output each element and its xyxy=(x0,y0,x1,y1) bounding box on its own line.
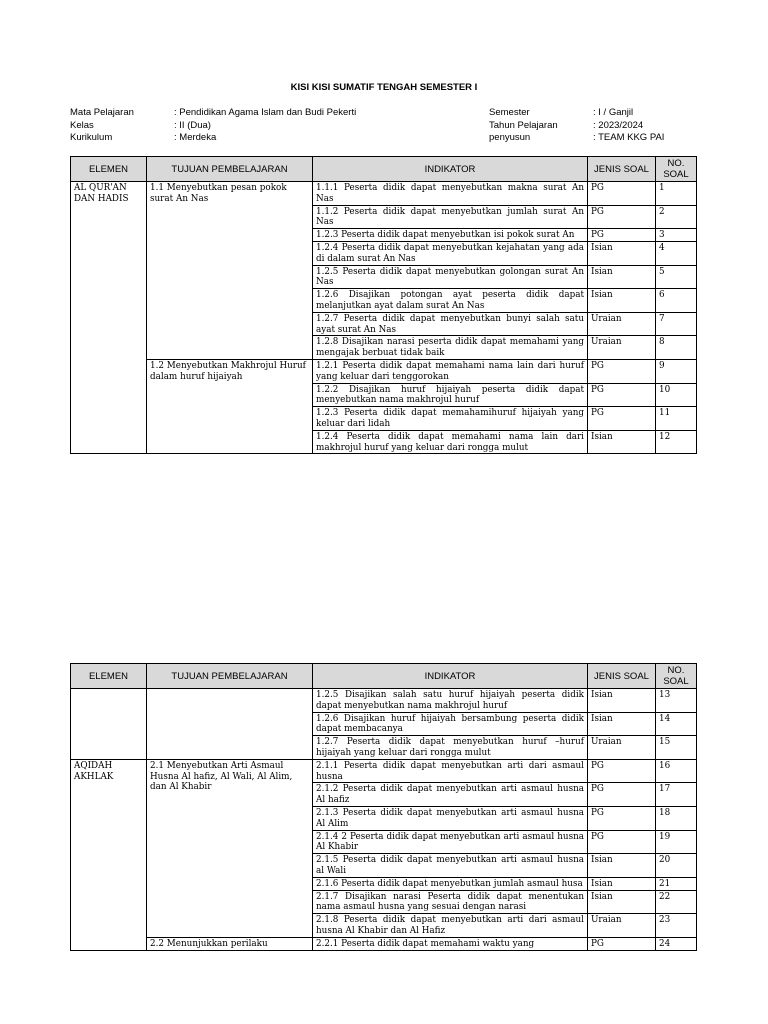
meta-label: Tahun Pelajaran xyxy=(489,119,558,131)
cell-no-soal: 14 xyxy=(656,712,697,736)
meta-value: : Merdeka xyxy=(174,132,216,145)
cell-elemen: AQIDAH AKHLAK xyxy=(71,759,147,950)
cell-jenis-soal: Isian xyxy=(588,430,656,454)
cell-jenis-soal: Isian xyxy=(588,877,656,890)
cell-no-soal: 8 xyxy=(656,336,697,360)
cell-no-soal: 5 xyxy=(656,265,697,289)
meta-row-subject xyxy=(70,107,356,120)
header-tujuan: TUJUAN PEMBELAJARAN xyxy=(147,157,313,182)
cell-no-soal: 6 xyxy=(656,289,697,313)
cell-indikator: 1.2.6 Disajikan potongan ayat peserta didik dapat melanjutkan ayat dalam surat An Nas xyxy=(313,289,588,313)
cell-jenis-soal: Isian xyxy=(588,712,656,736)
cell-jenis-soal: Uraian xyxy=(588,312,656,336)
header-jenis-soal: JENIS SOAL xyxy=(588,157,656,182)
cell-indikator: 2.1.5 Peserta didik dapat menyebutkan arti asmaul husna al Wali xyxy=(313,854,588,878)
cell-indikator: 1.2.3 Peserta didik dapat memahamihuruf hijaiyah yang keluar dari lidah xyxy=(313,407,588,431)
header-elemen: ELEMEN xyxy=(71,157,147,182)
cell-jenis-soal: PG xyxy=(588,806,656,830)
cell-indikator: 2.1.6 Peserta didik dapat menyebutkan jumlah asmaul husa xyxy=(313,877,588,890)
cell-jenis-soal: Isian xyxy=(588,265,656,289)
meta-row-class xyxy=(70,120,356,133)
header-no-soal: NO. SOAL xyxy=(656,664,697,689)
cell-jenis-soal: PG xyxy=(588,783,656,807)
cell-tujuan xyxy=(147,689,313,760)
cell-no-soal: 22 xyxy=(656,890,697,914)
cell-tujuan: 2.2 Menunjukkan perilaku xyxy=(147,937,313,950)
cell-jenis-soal: PG xyxy=(588,182,656,206)
meta-value: : Pendidikan Agama Islam dan Budi Pekerti xyxy=(174,107,356,120)
table-row xyxy=(71,689,697,713)
header-elemen: ELEMEN xyxy=(71,664,147,689)
cell-jenis-soal: PG xyxy=(588,229,656,242)
meta-label: Semester xyxy=(489,107,530,118)
cell-jenis-soal: PG xyxy=(588,359,656,383)
cell-no-soal: 1 xyxy=(656,182,697,206)
cell-no-soal: 19 xyxy=(656,830,697,854)
cell-no-soal: 10 xyxy=(656,383,697,407)
cell-jenis-soal: Uraian xyxy=(588,336,656,360)
meta-label: Kurikulum xyxy=(70,132,113,143)
cell-elemen xyxy=(71,689,147,760)
header-row xyxy=(71,664,697,689)
cell-indikator: 1.2.8 Disajikan narasi peserta didik dapat memahami yang mengajak berbuat tidak baik xyxy=(313,336,588,360)
cell-no-soal: 11 xyxy=(656,407,697,431)
meta-value: : II (Dua) xyxy=(174,120,211,133)
table-row xyxy=(71,182,697,206)
meta-value: : TEAM KKG PAI xyxy=(593,132,664,145)
header-no-soal: NO. SOAL xyxy=(656,157,697,182)
cell-jenis-soal: PG xyxy=(588,205,656,229)
meta-row-year xyxy=(489,120,664,133)
grid-table-1 xyxy=(70,156,697,454)
cell-indikator: 1.2.3 Peserta didik dapat menyebutkan isi pokok surat An xyxy=(313,229,588,242)
cell-no-soal: 20 xyxy=(656,854,697,878)
cell-indikator: 2.1.1 Peserta didik dapat menyebutkan arti dari asmaul husna xyxy=(313,759,588,783)
meta-row-semester xyxy=(489,107,664,120)
meta-label: penyusun xyxy=(489,132,531,143)
cell-indikator: 1.2.2 Disajikan huruf hijaiyah peserta didik dapat menyebutkan nama makhrojul huruf xyxy=(313,383,588,407)
cell-no-soal: 24 xyxy=(656,937,697,950)
cell-no-soal: 16 xyxy=(656,759,697,783)
cell-indikator: 1.2.1 Peserta didik dapat memahami nama lain dari huruf yang keluar dari tenggorokan xyxy=(313,359,588,383)
cell-indikator: 1.2.5 Disajikan salah satu huruf hijaiyah peserta didik dapat menyebutkan nama makhrojul huruf xyxy=(313,689,588,713)
meta-row-curriculum xyxy=(70,132,356,145)
cell-no-soal: 17 xyxy=(656,783,697,807)
meta-value: : I / Ganjil xyxy=(593,107,633,120)
grid-table-2 xyxy=(70,663,697,951)
cell-tujuan: 1.2 Menyebutkan Makhrojul Huruf dalam huruf hijaiyah xyxy=(147,359,313,453)
cell-indikator: 2.2.1 Peserta didik dapat memahami waktu yang xyxy=(313,937,588,950)
cell-indikator: 2.1.4 2 Peserta didik dapat menyebutkan arti asmaul husna Al Khabir xyxy=(313,830,588,854)
cell-jenis-soal: PG xyxy=(588,937,656,950)
cell-indikator: 2.1.7 Disajikan narasi Peserta didik dapat menentukan nama asmaul husna yang sesuai dengan narasi xyxy=(313,890,588,914)
cell-indikator: 1.2.6 Disajikan huruf hijaiyah bersambung peserta didik dapat membacanya xyxy=(313,712,588,736)
cell-jenis-soal: Isian xyxy=(588,689,656,713)
cell-no-soal: 9 xyxy=(656,359,697,383)
cell-indikator: 2.1.3 Peserta didik dapat menyebutkan arti asmaul husna Al Alim xyxy=(313,806,588,830)
cell-indikator: 2.1.8 Peserta didik dapat menyebutkan arti dari asmaul husna Al Khabir dan Al Hafiz xyxy=(313,914,588,938)
cell-jenis-soal: Uraian xyxy=(588,914,656,938)
cell-jenis-soal: PG xyxy=(588,383,656,407)
cell-elemen: AL QUR'AN DAN HADIS xyxy=(71,182,147,454)
cell-no-soal: 3 xyxy=(656,229,697,242)
meta-right xyxy=(489,107,664,145)
cell-jenis-soal: Isian xyxy=(588,854,656,878)
cell-indikator: 2.1.2 Peserta didik dapat menyebutkan arti asmaul husna Al hafiz xyxy=(313,783,588,807)
cell-jenis-soal: Isian xyxy=(588,890,656,914)
cell-jenis-soal: PG xyxy=(588,830,656,854)
meta-left xyxy=(70,107,356,145)
cell-indikator: 1.1.1 Peserta didik dapat menyebutkan makna surat An Nas xyxy=(313,182,588,206)
document-title: KISI KISI SUMATIF TENGAH SEMESTER I xyxy=(290,82,478,93)
meta-row-author xyxy=(489,132,664,145)
cell-indikator: 1.2.4 Peserta didik dapat memahami nama lain dari makhrojul huruf yang keluar dari rongga mulut xyxy=(313,430,588,454)
cell-no-soal: 23 xyxy=(656,914,697,938)
cell-jenis-soal: Uraian xyxy=(588,736,656,760)
cell-jenis-soal: Isian xyxy=(588,289,656,313)
header-tujuan: TUJUAN PEMBELAJARAN xyxy=(147,664,313,689)
cell-indikator: 1.2.7 Peserta didik dapat menyebutkan bunyi salah satu ayat surat An Nas xyxy=(313,312,588,336)
table-row xyxy=(71,759,697,783)
cell-no-soal: 12 xyxy=(656,430,697,454)
cell-no-soal: 13 xyxy=(656,689,697,713)
cell-indikator: 1.2.4 Peserta didik dapat menyebutkan kejahatan yang ada di dalam surat An Nas xyxy=(313,241,588,265)
table-row xyxy=(71,937,697,950)
table-row xyxy=(71,359,697,383)
header-jenis-soal: JENIS SOAL xyxy=(588,664,656,689)
cell-tujuan: 2.1 Menyebutkan Arti Asmaul Husna Al hafiz, Al Wali, Al Alim, dan Al Khabir xyxy=(147,759,313,937)
cell-indikator: 1.2.5 Peserta didik dapat menyebutkan golongan surat An Nas xyxy=(313,265,588,289)
header-row xyxy=(71,157,697,182)
meta-label: Mata Pelajaran xyxy=(70,107,134,118)
cell-no-soal: 18 xyxy=(656,806,697,830)
cell-jenis-soal: Isian xyxy=(588,241,656,265)
cell-no-soal: 2 xyxy=(656,205,697,229)
cell-tujuan: 1.1 Menyebutkan pesan pokok surat An Nas xyxy=(147,182,313,360)
cell-no-soal: 7 xyxy=(656,312,697,336)
cell-no-soal: 15 xyxy=(656,736,697,760)
cell-no-soal: 21 xyxy=(656,877,697,890)
cell-jenis-soal: PG xyxy=(588,407,656,431)
cell-indikator: 1.1.2 Peserta didik dapat menyebutkan jumlah surat An Nas xyxy=(313,205,588,229)
meta-value: : 2023/2024 xyxy=(593,120,643,133)
cell-no-soal: 4 xyxy=(656,241,697,265)
header-indikator: INDIKATOR xyxy=(313,664,588,689)
cell-indikator: 1.2.7 Peserta didik dapat menyebutkan huruf –huruf hijaiyah yang keluar dari rongga mulut xyxy=(313,736,588,760)
meta-label: Kelas xyxy=(70,119,94,131)
cell-jenis-soal: PG xyxy=(588,759,656,783)
header-indikator: INDIKATOR xyxy=(313,157,588,182)
